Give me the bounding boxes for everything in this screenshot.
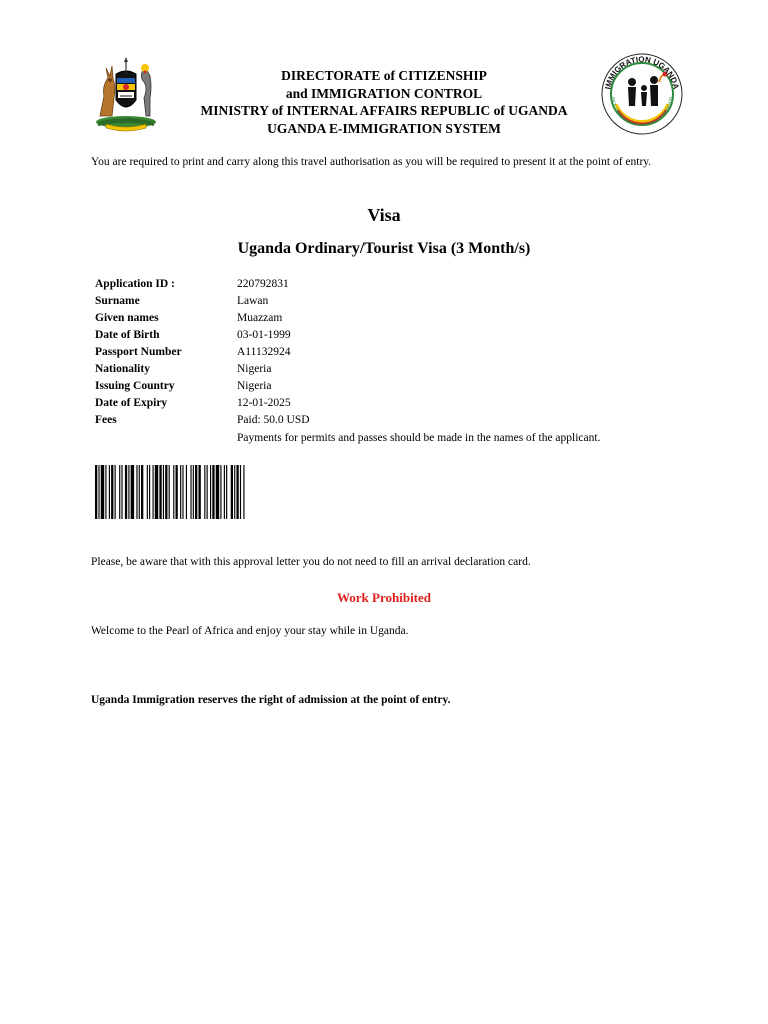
- visa-type-title: Uganda Ordinary/Tourist Visa (3 Month/s): [237, 240, 531, 257]
- field-label: Application ID :: [95, 278, 175, 290]
- field-label: Fees: [95, 414, 117, 426]
- applicant-details: [95, 276, 600, 447]
- barcode-bar: [115, 465, 116, 519]
- field-label: Surname: [95, 295, 140, 307]
- barcode-bar: [131, 465, 134, 519]
- field-value: Lawan: [237, 295, 269, 307]
- welcome-message: Welcome to the Pearl of Africa and enjoy your stay while in Uganda.: [91, 625, 409, 637]
- barcode-bar: [153, 465, 154, 519]
- field-row: [95, 378, 600, 395]
- barcode-bar: [155, 465, 158, 519]
- field-label: Date of Birth: [95, 329, 160, 341]
- barcode-bar: [136, 465, 137, 519]
- admission-reserve-note: Uganda Immigration reserves the right of admission at the point of entry.: [91, 694, 451, 706]
- document-header: [160, 67, 608, 137]
- payment-note: Payments for permits and passes should be made in the names of the applicant.: [237, 432, 601, 444]
- barcode-bar: [231, 465, 233, 519]
- print-instruction: You are required to print and carry along this travel authorisation as you will be required to present it at the point of entry.: [91, 156, 652, 168]
- barcode-bar: [243, 465, 244, 519]
- arrival-card-note: Please, be aware that with this approval letter you do not need to fill an arrival declaration card.: [91, 556, 531, 568]
- barcode-bar: [234, 465, 235, 519]
- barcode-bar: [125, 465, 127, 519]
- barcode-bar: [147, 465, 148, 519]
- barcode-bar: [204, 465, 205, 519]
- barcode-bar: [111, 465, 113, 519]
- field-value: A11132924: [237, 346, 291, 358]
- barcode-bar: [173, 465, 174, 519]
- barcode-bar: [190, 465, 191, 519]
- barcode-bar: [159, 465, 161, 519]
- barcode-bar: [149, 465, 150, 519]
- field-value: 12-01-2025: [237, 397, 291, 409]
- barcode-bar: [193, 465, 194, 519]
- barcode-bar: [141, 465, 143, 519]
- field-label: Given names: [95, 312, 159, 324]
- field-row: [95, 293, 600, 310]
- field-row: [95, 276, 600, 293]
- field-value: Nigeria: [237, 380, 272, 392]
- document-title: Visa: [367, 205, 401, 225]
- barcode-bar: [128, 465, 129, 519]
- barcode-image: [95, 465, 303, 519]
- barcode-bar: [109, 465, 110, 519]
- logo-top-text: IMMIGRATION UGANDA: [603, 54, 681, 91]
- field-value: 220792831: [237, 278, 289, 290]
- field-label: Date of Expiry: [95, 397, 168, 409]
- barcode-bar: [163, 465, 164, 519]
- header-ministry: MINISTRY of INTERNAL AFFAIRS REPUBLIC of UGANDA: [200, 103, 568, 118]
- header-directorate: DIRECTORATE of CITIZENSHIP: [281, 68, 487, 83]
- barcode-bar: [216, 465, 219, 519]
- barcode-bar: [169, 465, 170, 519]
- barcode-bar: [139, 465, 140, 519]
- immigration-uganda-logo-icon: [600, 52, 684, 136]
- barcode-bar: [95, 465, 97, 519]
- barcode-bar: [180, 465, 181, 519]
- field-value: Nigeria: [237, 363, 272, 375]
- barcode-bar: [226, 465, 227, 519]
- field-value: Paid: 50.0 USD: [237, 414, 310, 426]
- field-row: [95, 395, 600, 412]
- field-value: Muazzam: [237, 312, 283, 324]
- barcode-bar: [207, 465, 208, 519]
- barcode-bar: [240, 465, 241, 519]
- barcode-bar: [195, 465, 197, 519]
- payment-note-row: [95, 430, 600, 447]
- field-label: Issuing Country: [95, 380, 175, 392]
- field-label: Nationality: [95, 363, 150, 375]
- field-row: [95, 412, 600, 429]
- header-system: UGANDA E-IMMIGRATION SYSTEM: [267, 120, 501, 136]
- barcode-bar: [98, 465, 99, 519]
- barcode-bar: [224, 465, 225, 519]
- field-row: [95, 361, 600, 378]
- barcode-bar: [121, 465, 122, 519]
- barcode-bar: [105, 465, 106, 519]
- field-row: [95, 327, 600, 344]
- barcode-bar: [182, 465, 183, 519]
- field-row: [95, 310, 600, 327]
- barcode-bar: [186, 465, 187, 519]
- work-prohibited-notice: Work Prohibited: [336, 590, 432, 605]
- barcode-bar: [212, 465, 214, 519]
- barcode-bar: [210, 465, 211, 519]
- barcode-bar: [220, 465, 221, 519]
- barcode-bar: [176, 465, 178, 519]
- header-immigration-control: and IMMIGRATION CONTROL: [285, 85, 483, 101]
- logo-bottom-text: FACILITATING LEGAL & ORDERLY IMMIGRATION: [610, 96, 674, 128]
- field-label: Passport Number: [95, 346, 182, 358]
- barcode-bar: [119, 465, 120, 519]
- barcode-bar: [165, 465, 167, 519]
- barcode-bar: [101, 465, 104, 519]
- barcode-bar: [236, 465, 238, 519]
- uganda-coat-of-arms-icon: [88, 56, 164, 132]
- field-value: 03-01-1999: [237, 329, 291, 341]
- barcode-bar: [199, 465, 201, 519]
- field-row: [95, 344, 600, 361]
